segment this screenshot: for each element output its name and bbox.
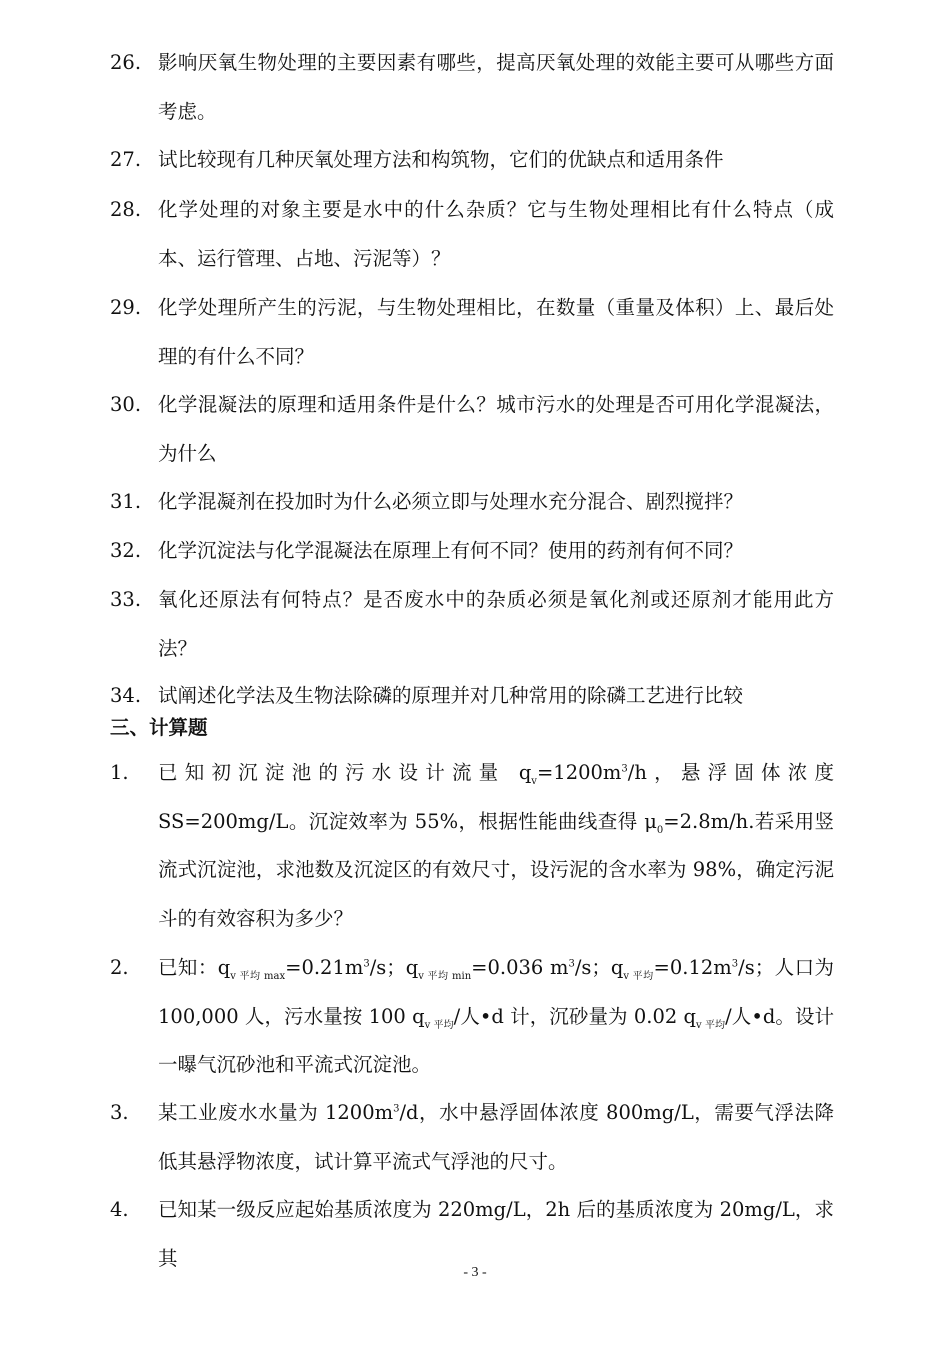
question-34 bbox=[110, 673, 834, 719]
question-number: 2. bbox=[110, 956, 129, 979]
question-text: 某工业废水水量为 $1200m^3/d$，水中悬浮固体浓度 800mg/L，需要气浮法降低其悬浮物浓度，试计算平流式气浮池的尺寸。 bbox=[158, 1101, 834, 1173]
calc-question-1 bbox=[110, 749, 834, 943]
question-26 bbox=[110, 39, 834, 136]
question-29 bbox=[110, 284, 834, 381]
question-number: 31. bbox=[110, 490, 142, 513]
page-number: - 3 - bbox=[463, 1265, 487, 1280]
question-text: 已知初沉淀池的污水设计流量 $q_v=1200m^3/h$，悬浮固体浓度 SS=200mg/L。沉淀效率为 55%，根据性能曲线查得 $\mu_0=2.8m/h$.若采用竖流式沉淀池，求池数及沉淀区的有效尺寸，设污泥的含水率为 98%，确定污泥斗的有效容积为多少？ bbox=[158, 761, 835, 930]
question-28 bbox=[110, 186, 834, 283]
question-number: 32. bbox=[110, 539, 142, 562]
question-32 bbox=[110, 527, 834, 576]
question-text: 试比较现有几种厌氧处理方法和构筑物，它们的优缺点和适用条件 bbox=[158, 148, 724, 171]
question-30 bbox=[110, 381, 834, 478]
question-33 bbox=[110, 576, 834, 673]
question-text: 化学沉淀法与化学混凝法在原理上有何不同？使用的药剂有何不同？ bbox=[158, 539, 744, 562]
section-heading: 三、计算题 bbox=[110, 716, 208, 739]
question-text: 已知某一级反应起始基质浓度为 220mg/L，2h 后的基质浓度为 20mg/L，求其 bbox=[158, 1198, 834, 1270]
question-text: 影响厌氧生物处理的主要因素有哪些，提高厌氧处理的效能主要可从哪些方面考虑。 bbox=[158, 51, 834, 123]
question-text: 氧化还原法有何特点？是否废水中的杂质必须是氧化剂或还原剂才能用此方法？ bbox=[158, 588, 834, 660]
question-27 bbox=[110, 136, 834, 185]
question-number: 33. bbox=[110, 588, 142, 611]
question-number: 27. bbox=[110, 148, 142, 171]
question-31 bbox=[110, 478, 834, 527]
question-text: 已知：$q_{v 平均 max}=0.21m^3/s$；$q_{v 平均 min}=0.036$ $m^3/s$；$q_{v 平均}=0.12m^3/s$；人口为 100,000 人，污水量按 100 $q_{v 平均}/$人•d 计，沉砂量为 0.02 $q_{v 平均}/$人•d。设计一曝气沉砂池和平流式沉淀池。 bbox=[158, 956, 835, 1076]
question-number: 30. bbox=[110, 393, 142, 416]
calc-question-3 bbox=[110, 1089, 834, 1186]
question-number: 3. bbox=[110, 1101, 129, 1124]
question-number: 34. bbox=[110, 684, 142, 707]
question-text: 化学处理的对象主要是水中的什么杂质？它与生物处理相比有什么特点（成本、运行管理、占地、污泥等）？ bbox=[158, 198, 834, 270]
question-text: 化学处理所产生的污泥，与生物处理相比，在数量（重量及体积）上、最后处理的有什么不同？ bbox=[158, 296, 834, 368]
question-number: 4. bbox=[110, 1198, 129, 1221]
question-number: 28. bbox=[110, 198, 142, 221]
calc-question-2 bbox=[110, 944, 834, 1090]
question-number: 1. bbox=[110, 761, 129, 784]
question-text: 化学混凝剂在投加时为什么必须立即与处理水充分混合、剧烈搅拌？ bbox=[158, 490, 744, 513]
question-text: 试阐述化学法及生物法除磷的原理并对几种常用的除磷工艺进行比较 bbox=[158, 684, 744, 707]
question-number: 29. bbox=[110, 296, 142, 319]
question-number: 26. bbox=[110, 51, 142, 74]
question-text: 化学混凝法的原理和适用条件是什么？城市污水的处理是否可用化学混凝法，为什么 bbox=[158, 393, 834, 465]
